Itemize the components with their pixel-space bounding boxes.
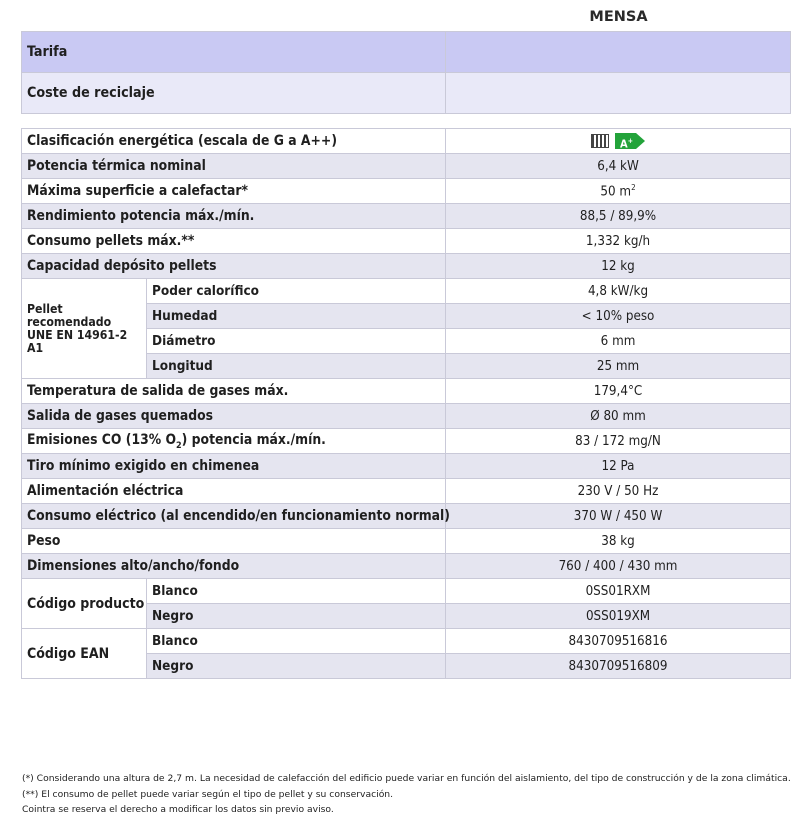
table-row bbox=[22, 229, 791, 254]
spec-label: Rendimiento potencia máx./mín. bbox=[22, 204, 446, 229]
spec-label: Máxima superficie a calefactar* bbox=[22, 179, 446, 204]
spec-value: 38 kg bbox=[446, 529, 791, 554]
spec-label: Emisiones CO (13% $O_2$) potencia máx./mín. bbox=[22, 429, 446, 454]
product-code-value: 0SS019XM bbox=[446, 604, 791, 629]
table-row bbox=[22, 73, 791, 114]
table-row bbox=[22, 379, 791, 404]
codigo-ean-label: Código EAN bbox=[22, 629, 147, 679]
table-row bbox=[22, 454, 791, 479]
pellet-sub-label: Diámetro bbox=[147, 329, 446, 354]
spec-label: Dimensiones alto/ancho/fondo bbox=[22, 554, 446, 579]
table-row bbox=[22, 32, 791, 73]
table-row bbox=[22, 404, 791, 429]
table-row bbox=[22, 429, 791, 454]
product-name: MENSA bbox=[589, 9, 648, 25]
coste-reciclaje-value bbox=[446, 73, 791, 114]
pellet-sub-label: Poder calorífico bbox=[147, 279, 446, 304]
spec-label: Consumo eléctrico (al encendido/en funcionamiento normal) bbox=[22, 504, 446, 529]
table-row bbox=[22, 179, 791, 204]
product-code-value: 0SS01RXM bbox=[446, 579, 791, 604]
spec-value: 230 V / 50 Hz bbox=[446, 479, 791, 504]
pellet-sub-label: Longitud bbox=[147, 354, 446, 379]
spec-value: 12 Pa bbox=[446, 454, 791, 479]
energy-class-letter: A bbox=[620, 137, 628, 151]
codigo-producto-label: Código producto bbox=[22, 579, 147, 629]
spec-label: Temperatura de salida de gases máx. bbox=[22, 379, 446, 404]
spec-value: 6,4 kW bbox=[446, 154, 791, 179]
table-row bbox=[22, 629, 791, 654]
footnote: (**) El consumo de pellet puede variar según el tipo de pellet y su conservación. bbox=[22, 788, 394, 800]
tarifa-value bbox=[446, 32, 791, 73]
pellet-sub-value: 25 mm bbox=[446, 354, 791, 379]
spec-label: Salida de gases quemados bbox=[22, 404, 446, 429]
pricing-table bbox=[21, 31, 791, 114]
table-row bbox=[22, 579, 791, 604]
coste-reciclaje-label: Coste de reciclaje bbox=[22, 73, 446, 114]
spec-label: Potencia térmica nominal bbox=[22, 154, 446, 179]
spec-value: 179,4°C bbox=[446, 379, 791, 404]
tarifa-label: Tarifa bbox=[22, 32, 446, 73]
pellet-sub-value: 6 mm bbox=[446, 329, 791, 354]
energy-class-label: Clasificación energética (escala de G a A++) bbox=[22, 129, 446, 154]
spec-value: 370 W / 450 W bbox=[446, 504, 791, 529]
spec-label: Peso bbox=[22, 529, 446, 554]
spec-value: 1,332 kg/h bbox=[446, 229, 791, 254]
spec-label: Capacidad depósito pellets bbox=[22, 254, 446, 279]
spec-value: 88,5 / 89,9% bbox=[446, 204, 791, 229]
table-row bbox=[22, 504, 791, 529]
ean-code-value: 8430709516816 bbox=[446, 629, 791, 654]
spec-value: 83 / 172 mg/N bbox=[446, 429, 791, 454]
energy-class-value bbox=[446, 129, 791, 154]
pellet-group-label: Pellet recomendado UNE EN 14961-2 A1 bbox=[22, 279, 147, 379]
spec-value: Ø 80 mm bbox=[446, 404, 791, 429]
energy-class-row bbox=[22, 129, 791, 154]
footnote: Cointra se reserva el derecho a modificar los datos sin previo aviso. bbox=[22, 804, 334, 815]
footnote: (*) Considerando una altura de 2,7 m. La necesidad de calefacción del edificio puede variar en función del aislamiento, del tipo de construcción y de la zona climática. bbox=[22, 773, 791, 784]
energy-class-plus: + bbox=[627, 137, 633, 145]
spec-label: Consumo pellets máx.** bbox=[22, 229, 446, 254]
table-row bbox=[22, 254, 791, 279]
pellet-sub-label: Humedad bbox=[147, 304, 446, 329]
spec-value: 760 / 400 / 430 mm bbox=[446, 554, 791, 579]
radiator-icon bbox=[591, 134, 609, 148]
pellet-sub-value: < 10% peso bbox=[446, 304, 791, 329]
color-label: Negro bbox=[147, 604, 446, 629]
table-row bbox=[22, 279, 791, 304]
spec-value: 12 kg bbox=[446, 254, 791, 279]
spec-label: Alimentación eléctrica bbox=[22, 479, 446, 504]
footnotes bbox=[22, 771, 791, 818]
specs-table bbox=[21, 128, 791, 679]
pellet-sub-value: 4,8 kW/kg bbox=[446, 279, 791, 304]
ean-code-value: 8430709516809 bbox=[446, 654, 791, 679]
table-row bbox=[22, 154, 791, 179]
energy-class-badge bbox=[615, 133, 645, 149]
spec-value: 50 $m^2$ bbox=[446, 179, 791, 204]
table-row bbox=[22, 204, 791, 229]
table-row bbox=[22, 529, 791, 554]
color-label: Blanco bbox=[147, 629, 446, 654]
color-label: Blanco bbox=[147, 579, 446, 604]
table-row bbox=[22, 479, 791, 504]
table-row bbox=[22, 554, 791, 579]
spec-label: Tiro mínimo exigido en chimenea bbox=[22, 454, 446, 479]
color-label: Negro bbox=[147, 654, 446, 679]
